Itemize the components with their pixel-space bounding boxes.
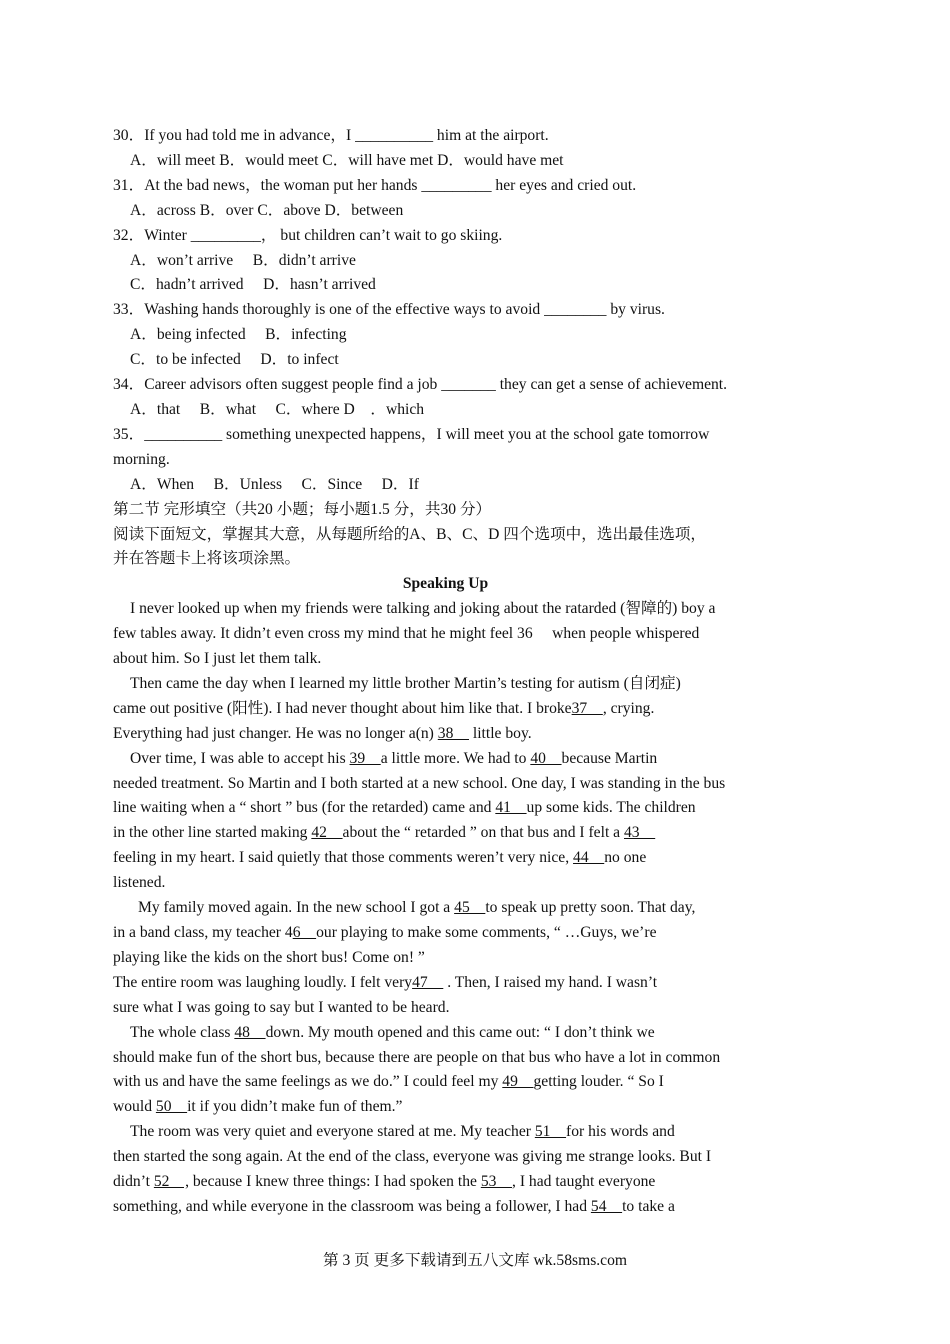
blank-54: 54 bbox=[590, 1197, 623, 1215]
text-run: getting louder. “ So I bbox=[533, 1073, 664, 1091]
text-run: didn’t bbox=[113, 1173, 154, 1191]
passage-line bbox=[113, 971, 778, 996]
question-34-options: A．that B．what C．where D ．which bbox=[130, 400, 425, 418]
text-run: in a band class, my teacher 4 bbox=[113, 924, 293, 941]
text-run: came out positive (阳性). I had never thought about him like that. I broke bbox=[113, 699, 572, 717]
question-35-stem-1: 35．__________ something unexpected happens，I will meet you at the school gate tomorrow bbox=[113, 425, 710, 443]
blank-51: 51 bbox=[534, 1123, 567, 1141]
text-run: My family moved again. In the new school I got a bbox=[138, 899, 455, 917]
passage-line: few tables away. It didn’t even cross my mind that he might feel 36 when people whispered bbox=[113, 625, 700, 643]
blank-42: 42 bbox=[311, 824, 343, 842]
question-31-stem: 31．At the bad news，the woman put her hands _________ her eyes and cried out. bbox=[113, 176, 637, 194]
text-run: feeling in my heart. I said quietly that those comments weren’t very nice, bbox=[113, 849, 574, 867]
text-run: for his words and bbox=[566, 1123, 675, 1141]
blank-39: 39 bbox=[349, 749, 381, 767]
passage-line: sure what I was going to say but I wanted to be heard. bbox=[113, 998, 450, 1016]
blank-38: 38 bbox=[437, 724, 469, 742]
blank-45: 45 bbox=[454, 899, 486, 917]
text-run: The entire room was laughing loudly. I felt very bbox=[113, 973, 413, 991]
passage-line: playing like the kids on the short bus! Come on! ” bbox=[113, 948, 425, 966]
text-run: because Martin bbox=[561, 749, 658, 767]
question-32-options-1: A．won’t arrive B．didn’t arrive bbox=[130, 251, 356, 269]
text-run: no one bbox=[604, 849, 647, 867]
question-30-options: A．will meet B．would meet C．will have met D．would have met bbox=[130, 151, 564, 169]
text-run: about the “ retarded ” on that bus and I felt a bbox=[342, 824, 624, 842]
passage-line bbox=[113, 1120, 778, 1145]
passage-line bbox=[113, 1170, 778, 1195]
text-run: in the other line started making bbox=[113, 824, 312, 842]
question-33-options-1: A．being infected B．infecting bbox=[130, 326, 347, 344]
text-run: to take a bbox=[622, 1197, 675, 1215]
text-run: little boy. bbox=[468, 724, 532, 742]
passage-line: then started the song again. At the end of the class, everyone was giving me strange looks. But I bbox=[113, 1148, 712, 1166]
passage-line bbox=[113, 821, 778, 846]
passage-line bbox=[113, 1095, 778, 1120]
question-33-stem: 33．Washing hands thoroughly is one of the effective ways to avoid ________ by virus. bbox=[113, 301, 665, 319]
passage-line: about him. So I just let them talk. bbox=[113, 650, 322, 668]
passage-line: listened. bbox=[113, 874, 166, 892]
page-content bbox=[113, 124, 778, 1220]
blank-37: 37 bbox=[571, 699, 603, 717]
section-heading: 第二节 完形填空（共20 小题；每小题1.5 分，共30 分） bbox=[113, 500, 492, 518]
blank-52: 52 , bbox=[153, 1173, 189, 1191]
passage-title: Speaking Up bbox=[402, 575, 489, 593]
section-instruction-2: 并在答题卡上将该项涂黑。 bbox=[113, 550, 301, 568]
passage-line bbox=[113, 1021, 778, 1046]
passage-line bbox=[113, 747, 778, 772]
text-run: Over time, I was able to accept his bbox=[130, 749, 350, 767]
text-run: up some kids. The children bbox=[526, 799, 696, 817]
question-35-options: A．When B．Unless C．Since D．If bbox=[130, 475, 419, 493]
blank-46: 6 bbox=[292, 924, 317, 941]
blank-40: 40 bbox=[530, 749, 562, 767]
blank-53: 53 bbox=[480, 1173, 513, 1191]
passage-line bbox=[113, 921, 778, 946]
blank-47: 47 bbox=[412, 973, 444, 991]
passage-line: needed treatment. So Martin and I both started at a new school. One day, I was standing in the bus bbox=[113, 774, 726, 792]
passage-line: I never looked up when my friends were talking and joking about the ratarded (智障的) boy a bbox=[130, 600, 716, 618]
passage-line bbox=[113, 1195, 778, 1220]
question-33-options-2: C．to be infected D．to infect bbox=[130, 351, 339, 369]
question-34-stem: 34．Career advisors often suggest people find a job _______ they can get a sense of achievement. bbox=[113, 376, 728, 394]
blank-41: 41 bbox=[495, 799, 527, 817]
question-35-stem-2: morning. bbox=[113, 450, 170, 468]
question-30-stem: 30．If you had told me in advance，I __________ him at the airport. bbox=[113, 127, 549, 144]
text-run: down. My mouth opened and this came out: “ I don’t think we bbox=[265, 1023, 655, 1041]
text-run: because I knew three things: I had spoken the bbox=[188, 1173, 481, 1191]
text-run: , I had taught everyone bbox=[512, 1173, 656, 1191]
text-run: with us and have the same feelings as we do.” I could feel my bbox=[113, 1073, 503, 1091]
blank-44: 44 bbox=[573, 849, 605, 867]
text-run: a little more. We had to bbox=[380, 749, 531, 767]
passage-line bbox=[113, 846, 778, 871]
passage-line bbox=[113, 796, 778, 821]
passage-line: Then came the day when I learned my little brother Martin’s testing for autism (自闭症) bbox=[130, 674, 681, 692]
text-run: to speak up pretty soon. That day, bbox=[485, 899, 696, 917]
question-32-stem: 32．Winter _________， but children can’t wait to go skiing. bbox=[113, 226, 503, 244]
text-run: Everything had just changer. He was no longer a(n) bbox=[113, 724, 438, 742]
passage-line bbox=[113, 896, 778, 921]
blank-48: 48 bbox=[234, 1023, 266, 1041]
passage-line: should make fun of the short bus, because there are people on that bus who have a lot in common bbox=[113, 1048, 721, 1066]
blank-49: 49 bbox=[502, 1073, 534, 1091]
page-footer: 第 3 页 更多下载请到五八文库 wk.58sms.com bbox=[322, 1252, 628, 1269]
text-run: it if you didn’t make fun of them.” bbox=[187, 1098, 403, 1116]
text-run: line waiting when a “ short ” bus (for the retarded) came and bbox=[113, 799, 496, 817]
text-run: The whole class bbox=[130, 1023, 235, 1041]
text-run: something, and while everyone in the classroom was being a follower, I had bbox=[113, 1197, 591, 1215]
blank-43: 43 bbox=[624, 824, 656, 842]
text-run: . Then, I raised my hand. I wasn’t bbox=[443, 973, 658, 991]
text-run: would bbox=[113, 1098, 156, 1116]
section-instruction-1: 阅读下面短文，掌握其大意，从每题所给的A、B、C、D 四个选项中，选出最佳选项， bbox=[113, 525, 707, 543]
blank-50: 50 bbox=[155, 1098, 188, 1116]
text-run: , crying. bbox=[602, 699, 655, 717]
question-31-options: A．across B．over C．above D．between bbox=[130, 201, 404, 219]
text-run: The room was very quiet and everyone stared at me. My teacher bbox=[130, 1123, 535, 1141]
text-run: our playing to make some comments, “ …Guys, we’re bbox=[316, 924, 657, 941]
passage-line bbox=[113, 722, 778, 747]
passage-line bbox=[113, 697, 778, 722]
passage-line bbox=[113, 1070, 778, 1095]
question-32-options-2: C．hadn’t arrived D．hasn’t arrived bbox=[130, 276, 376, 294]
